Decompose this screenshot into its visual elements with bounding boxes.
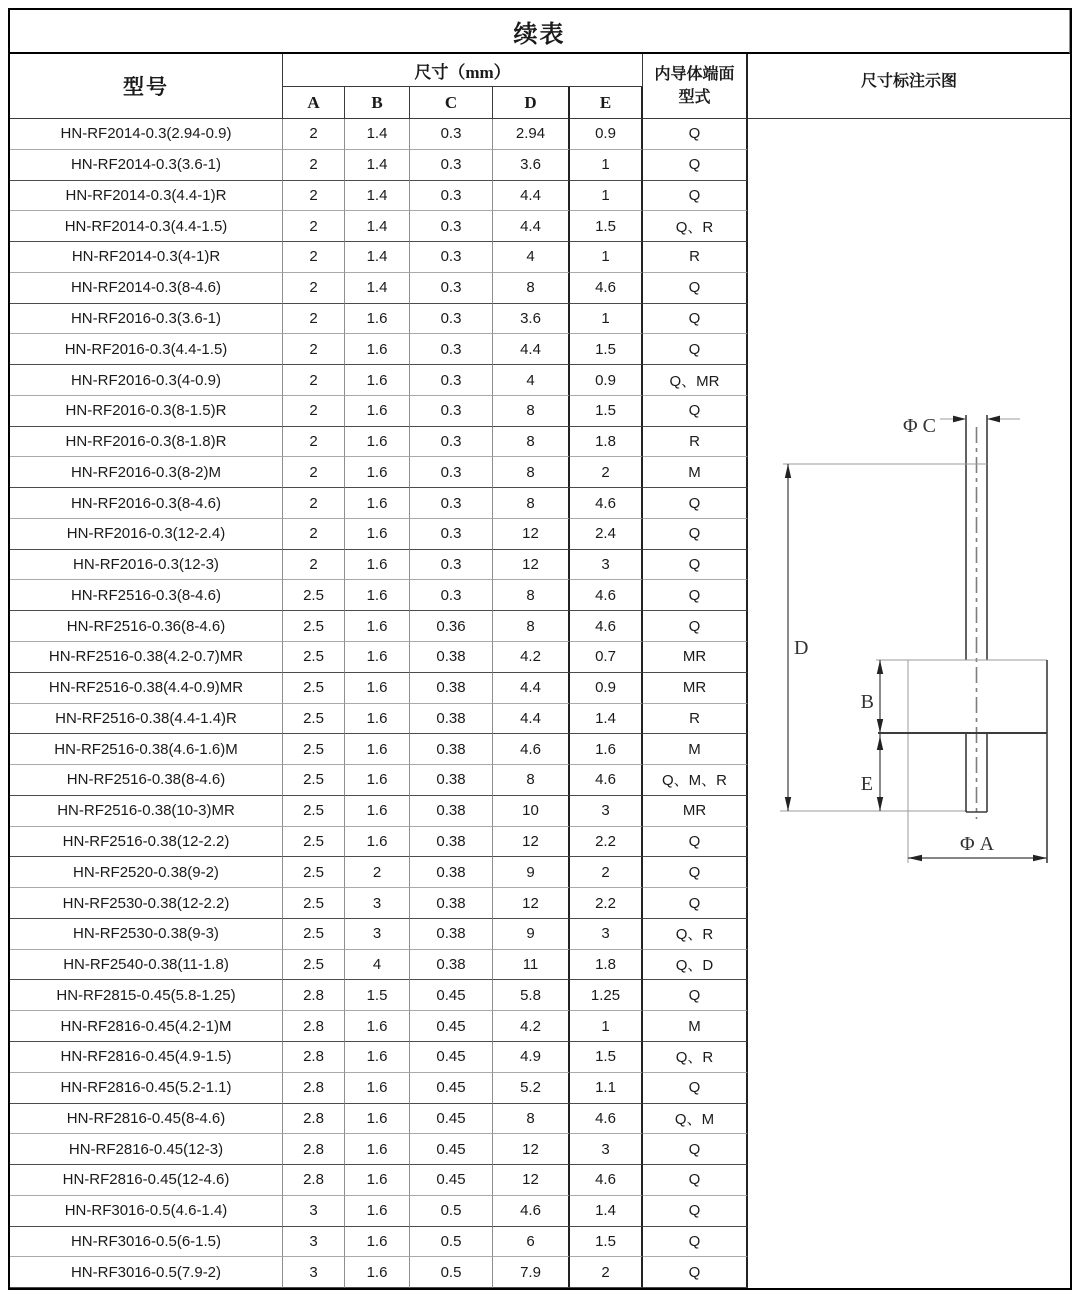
dim-c-cell: 0.3 (410, 457, 493, 488)
model-cell: HN-RF2016-0.3(4.4-1.5) (10, 334, 283, 365)
type-cell: Q (643, 304, 748, 335)
type-cell: Q (643, 396, 748, 427)
dim-e-cell: 1.1 (570, 1073, 643, 1104)
dim-c-cell: 0.3 (410, 519, 493, 550)
type-cell: Q (643, 334, 748, 365)
dim-d-cell: 8 (493, 273, 570, 304)
dim-c-cell: 0.45 (410, 1165, 493, 1196)
model-cell: HN-RF2016-0.3(12-3) (10, 550, 283, 581)
dim-b-cell: 1.6 (345, 488, 410, 519)
dim-a-cell: 2.5 (283, 734, 345, 765)
dim-b-cell: 1.6 (345, 1227, 410, 1258)
type-cell: Q (643, 1196, 748, 1227)
type-cell: Q (643, 181, 748, 212)
type-cell: Q (643, 1165, 748, 1196)
model-cell: HN-RF2816-0.45(4.2-1)M (10, 1011, 283, 1042)
dim-d-cell: 12 (493, 827, 570, 858)
dim-c-cell: 0.38 (410, 704, 493, 735)
dim-d-cell: 8 (493, 427, 570, 458)
dim-b-cell: 1.6 (345, 396, 410, 427)
model-cell: HN-RF2816-0.45(4.9-1.5) (10, 1042, 283, 1073)
dim-d-cell: 5.8 (493, 980, 570, 1011)
type-cell: Q (643, 1134, 748, 1165)
model-cell: HN-RF2016-0.3(8-1.8)R (10, 427, 283, 458)
column-header-type-line1: 内导体端面 (654, 65, 735, 83)
type-cell: R (643, 704, 748, 735)
type-cell: Q (643, 488, 748, 519)
dim-a-cell: 3 (283, 1196, 345, 1227)
dim-a-cell: 2 (283, 427, 345, 458)
dim-b-cell: 1.4 (345, 273, 410, 304)
dim-a-cell: 2.5 (283, 827, 345, 858)
dim-c-cell: 0.3 (410, 304, 493, 335)
dim-c-cell: 0.45 (410, 1042, 493, 1073)
type-cell: Q、R (643, 919, 748, 950)
model-cell: HN-RF2516-0.38(12-2.2) (10, 827, 283, 858)
dim-e-cell: 4.6 (570, 273, 643, 304)
dim-b-cell: 1.6 (345, 550, 410, 581)
model-cell: HN-RF2516-0.38(4.6-1.6)M (10, 734, 283, 765)
model-cell: HN-RF2014-0.3(3.6-1) (10, 150, 283, 181)
dim-e-cell: 1.25 (570, 980, 643, 1011)
dim-b-cell: 1.6 (345, 704, 410, 735)
dim-c-cell: 0.45 (410, 1073, 493, 1104)
column-header-type-line2: 型式 (678, 89, 711, 106)
dim-e-cell: 0.9 (570, 365, 643, 396)
dim-c-cell: 0.38 (410, 827, 493, 858)
dim-b-cell: 1.6 (345, 457, 410, 488)
dim-b-cell: 1.6 (345, 304, 410, 335)
dim-c-cell: 0.45 (410, 980, 493, 1011)
spec-table (8, 8, 1072, 1290)
dim-c-cell: 0.3 (410, 580, 493, 611)
dim-b-cell: 1.6 (345, 642, 410, 673)
dim-e-cell: 1.8 (570, 950, 643, 981)
dim-c-cell: 0.3 (410, 488, 493, 519)
dim-e-cell: 1.5 (570, 1227, 643, 1258)
dim-c-cell: 0.38 (410, 950, 493, 981)
column-header-c: C (410, 87, 493, 119)
model-cell: HN-RF3016-0.5(4.6-1.4) (10, 1196, 283, 1227)
dim-a-cell: 2.5 (283, 673, 345, 704)
model-cell: HN-RF2016-0.3(8-1.5)R (10, 396, 283, 427)
model-cell: HN-RF2516-0.36(8-4.6) (10, 611, 283, 642)
dim-c-cell: 0.38 (410, 796, 493, 827)
column-header-diagram: 尺寸标注示图 (748, 54, 1070, 119)
dim-c-cell: 0.3 (410, 365, 493, 396)
dim-d-cell: 5.2 (493, 1073, 570, 1104)
type-cell: Q (643, 119, 748, 150)
type-cell: Q (643, 150, 748, 181)
type-cell: Q (643, 888, 748, 919)
model-cell: HN-RF2516-0.3(8-4.6) (10, 580, 283, 611)
type-cell: Q (643, 1227, 748, 1258)
dim-c-cell: 0.38 (410, 919, 493, 950)
dim-a-cell: 2.5 (283, 580, 345, 611)
model-cell: HN-RF3016-0.5(7.9-2) (10, 1257, 283, 1288)
model-cell: HN-RF2014-0.3(4-1)R (10, 242, 283, 273)
model-cell: HN-RF2016-0.3(8-4.6) (10, 488, 283, 519)
model-cell: HN-RF2516-0.38(10-3)MR (10, 796, 283, 827)
dim-d-cell: 4.2 (493, 1011, 570, 1042)
dim-a-cell: 2 (283, 519, 345, 550)
dim-e-cell: 4.6 (570, 580, 643, 611)
dim-c-cell: 0.3 (410, 181, 493, 212)
model-cell: HN-RF2014-0.3(4.4-1)R (10, 181, 283, 212)
dim-e-cell: 2.2 (570, 888, 643, 919)
dim-b (861, 660, 884, 733)
type-cell: M (643, 457, 748, 488)
dim-b-cell: 1.6 (345, 365, 410, 396)
dim-a-cell: 2 (283, 181, 345, 212)
dim-e-cell: 2 (570, 857, 643, 888)
dim-d-cell: 4.6 (493, 1196, 570, 1227)
dim-b-cell: 1.6 (345, 427, 410, 458)
e-label: E (860, 773, 873, 795)
dim-b-cell: 1.6 (345, 796, 410, 827)
dim-a-cell: 2.8 (283, 1011, 345, 1042)
dim-d-cell: 4.6 (493, 734, 570, 765)
dim-e-cell: 3 (570, 919, 643, 950)
dim-e-cell: 4.6 (570, 1104, 643, 1135)
model-cell: HN-RF2016-0.3(12-2.4) (10, 519, 283, 550)
column-header-a: A (283, 87, 345, 119)
dim-e-cell: 1 (570, 181, 643, 212)
dim-e-cell: 4.6 (570, 611, 643, 642)
dim-e-cell: 2.4 (570, 519, 643, 550)
type-cell: Q、M (643, 1104, 748, 1135)
dim-d-cell: 7.9 (493, 1257, 570, 1288)
dim-a-cell: 2 (283, 211, 345, 242)
model-cell: HN-RF2530-0.38(12-2.2) (10, 888, 283, 919)
dim-e-cell: 3 (570, 796, 643, 827)
model-cell: HN-RF2520-0.38(9-2) (10, 857, 283, 888)
model-cell: HN-RF2016-0.3(3.6-1) (10, 304, 283, 335)
dim-d-cell: 4.4 (493, 673, 570, 704)
type-cell: Q (643, 550, 748, 581)
type-cell: Q (643, 1073, 748, 1104)
dim-e-cell: 1.6 (570, 734, 643, 765)
dim-d-cell: 9 (493, 857, 570, 888)
dim-c-cell: 0.3 (410, 119, 493, 150)
model-cell: HN-RF2014-0.3(8-4.6) (10, 273, 283, 304)
column-header-e: E (570, 87, 643, 119)
dim-c-cell: 0.5 (410, 1257, 493, 1288)
dim-d-cell: 12 (493, 888, 570, 919)
dim-d-cell: 11 (493, 950, 570, 981)
dim-b-cell: 3 (345, 919, 410, 950)
type-cell: Q (643, 580, 748, 611)
dim-a-cell: 2 (283, 488, 345, 519)
dim-b-cell: 1.4 (345, 150, 410, 181)
type-cell: Q (643, 980, 748, 1011)
dim-e-cell: 1.5 (570, 334, 643, 365)
dim-e-cell: 0.9 (570, 673, 643, 704)
dim-d-cell: 4 (493, 365, 570, 396)
dim-d-cell: 3.6 (493, 304, 570, 335)
type-cell: Q、R (643, 1042, 748, 1073)
dim-d-cell: 4.2 (493, 642, 570, 673)
dim-d-cell: 12 (493, 1165, 570, 1196)
type-cell: Q (643, 611, 748, 642)
dim-e (861, 733, 883, 811)
dim-e-cell: 0.7 (570, 642, 643, 673)
dim-phi-c (903, 415, 1020, 437)
dim-b-cell: 1.6 (345, 1257, 410, 1288)
type-cell: R (643, 242, 748, 273)
dim-b-cell: 1.5 (345, 980, 410, 1011)
dim-c-cell: 0.38 (410, 857, 493, 888)
dim-d-cell: 4 (493, 242, 570, 273)
dim-b-cell: 4 (345, 950, 410, 981)
dim-a-cell: 2 (283, 334, 345, 365)
dim-c-cell: 0.38 (410, 888, 493, 919)
column-header-type (643, 54, 748, 119)
dim-phi-a (908, 833, 1047, 861)
dim-c-cell: 0.5 (410, 1196, 493, 1227)
type-cell: MR (643, 796, 748, 827)
dim-d-cell: 6 (493, 1227, 570, 1258)
dim-d-cell: 12 (493, 550, 570, 581)
model-cell: HN-RF2016-0.3(4-0.9) (10, 365, 283, 396)
dimension-diagram (748, 119, 1072, 1290)
dim-a-cell: 2 (283, 304, 345, 335)
dim-a-cell: 2.5 (283, 796, 345, 827)
dim-b-cell: 1.6 (345, 1104, 410, 1135)
dim-b-cell: 1.6 (345, 611, 410, 642)
dim-a-cell: 2 (283, 119, 345, 150)
column-header-b: B (345, 87, 410, 119)
dim-c-cell: 0.45 (410, 1011, 493, 1042)
dim-e-cell: 4.6 (570, 765, 643, 796)
column-header-size-group: 尺寸（mm） (283, 54, 643, 87)
dim-e-cell: 1.5 (570, 396, 643, 427)
dim-a-cell: 2 (283, 365, 345, 396)
dim-b-cell: 1.6 (345, 673, 410, 704)
model-cell: HN-RF2516-0.38(4.4-0.9)MR (10, 673, 283, 704)
dim-e-cell: 1 (570, 304, 643, 335)
dim-b-cell: 1.6 (345, 1042, 410, 1073)
dim-c-cell: 0.3 (410, 396, 493, 427)
dim-e-cell: 2 (570, 1257, 643, 1288)
type-cell: R (643, 427, 748, 458)
dim-d-cell: 8 (493, 580, 570, 611)
type-cell: Q (643, 1257, 748, 1288)
column-header-model: 型号 (10, 54, 283, 119)
dim-b-cell: 1.6 (345, 1134, 410, 1165)
type-cell: Q、MR (643, 365, 748, 396)
dim-e-cell: 1.5 (570, 1042, 643, 1073)
type-cell: Q (643, 857, 748, 888)
dim-d-cell: 3.6 (493, 150, 570, 181)
model-cell: HN-RF2815-0.45(5.8-1.25) (10, 980, 283, 1011)
column-header-d: D (493, 87, 570, 119)
dim-c-cell: 0.38 (410, 642, 493, 673)
dim-c-cell: 0.3 (410, 273, 493, 304)
dim-d-cell: 8 (493, 488, 570, 519)
dim-c-cell: 0.38 (410, 765, 493, 796)
dim-c-cell: 0.3 (410, 242, 493, 273)
model-cell: HN-RF2530-0.38(9-3) (10, 919, 283, 950)
dim-d-cell: 8 (493, 765, 570, 796)
dim-b-cell: 1.6 (345, 734, 410, 765)
type-cell: Q、R (643, 211, 748, 242)
model-cell: HN-RF2014-0.3(4.4-1.5) (10, 211, 283, 242)
dim-c-cell: 0.45 (410, 1134, 493, 1165)
dim-b-cell: 1.6 (345, 580, 410, 611)
dim-b-cell: 1.6 (345, 1165, 410, 1196)
dim-a-cell: 2.8 (283, 980, 345, 1011)
type-cell: Q (643, 827, 748, 858)
dim-b-cell: 1.6 (345, 1073, 410, 1104)
dim-e-cell: 2.2 (570, 827, 643, 858)
dim-b-cell: 1.6 (345, 334, 410, 365)
dim-a-cell: 2.8 (283, 1042, 345, 1073)
phi-a-label: Φ A (959, 833, 995, 855)
dim-e-cell: 1 (570, 1011, 643, 1042)
dim-a-cell: 2.5 (283, 857, 345, 888)
dim-c-cell: 0.3 (410, 550, 493, 581)
model-cell: HN-RF3016-0.5(6-1.5) (10, 1227, 283, 1258)
dim-e-cell: 4.6 (570, 1165, 643, 1196)
dim-c-cell: 0.36 (410, 611, 493, 642)
dim-a-cell: 2.5 (283, 888, 345, 919)
dim-d-cell: 4.4 (493, 181, 570, 212)
model-cell: HN-RF2516-0.38(4.4-1.4)R (10, 704, 283, 735)
dim-a-cell: 2.5 (283, 919, 345, 950)
dim-a-cell: 2 (283, 273, 345, 304)
dim-a-cell: 2.5 (283, 704, 345, 735)
dim-a-cell: 3 (283, 1227, 345, 1258)
model-cell: HN-RF2816-0.45(8-4.6) (10, 1104, 283, 1135)
model-cell: HN-RF2516-0.38(4.2-0.7)MR (10, 642, 283, 673)
dim-e-cell: 1 (570, 150, 643, 181)
phi-c-label: Φ C (903, 415, 936, 437)
type-cell: Q、D (643, 950, 748, 981)
dim-b-cell: 1.6 (345, 827, 410, 858)
dim-c-cell: 0.38 (410, 734, 493, 765)
type-cell: Q (643, 273, 748, 304)
dim-d-cell: 8 (493, 396, 570, 427)
type-cell: M (643, 734, 748, 765)
dim-e-cell: 3 (570, 1134, 643, 1165)
dim-e-cell: 1.8 (570, 427, 643, 458)
dim-c-cell: 0.5 (410, 1227, 493, 1258)
dim-d-cell: 9 (493, 919, 570, 950)
dim-c-cell: 0.3 (410, 211, 493, 242)
model-cell: HN-RF2816-0.45(12-4.6) (10, 1165, 283, 1196)
dim-a-cell: 2 (283, 550, 345, 581)
dim-e-cell: 0.9 (570, 119, 643, 150)
model-cell: HN-RF2816-0.45(5.2-1.1) (10, 1073, 283, 1104)
dim-a-cell: 2.5 (283, 950, 345, 981)
dim-b-cell: 1.4 (345, 181, 410, 212)
dim-d-cell: 4.4 (493, 334, 570, 365)
dim-b-cell: 1.6 (345, 1196, 410, 1227)
dim-a-cell: 2 (283, 150, 345, 181)
table-title: 续表 (10, 10, 1070, 54)
dim-a-cell: 2 (283, 457, 345, 488)
dim-a-cell: 2 (283, 396, 345, 427)
dim-d-cell: 4.9 (493, 1042, 570, 1073)
dim-a-cell: 2 (283, 242, 345, 273)
type-cell: M (643, 1011, 748, 1042)
dim-a-cell: 2.8 (283, 1073, 345, 1104)
dim-e-cell: 1 (570, 242, 643, 273)
dim-e-cell: 2 (570, 457, 643, 488)
dim-e-cell: 1.5 (570, 211, 643, 242)
dim-d-cell: 8 (493, 611, 570, 642)
dim-b-cell: 1.6 (345, 1011, 410, 1042)
dim-d (780, 464, 987, 811)
dim-a-cell: 2.8 (283, 1104, 345, 1135)
dim-c-cell: 0.3 (410, 427, 493, 458)
type-cell: MR (643, 642, 748, 673)
dim-b-cell: 1.6 (345, 765, 410, 796)
model-cell: HN-RF2516-0.38(8-4.6) (10, 765, 283, 796)
dim-b-cell: 1.4 (345, 211, 410, 242)
type-cell: Q、M、R (643, 765, 748, 796)
dim-d-cell: 2.94 (493, 119, 570, 150)
dim-b-cell: 1.4 (345, 119, 410, 150)
dim-d-cell: 10 (493, 796, 570, 827)
dim-d-cell: 4.4 (493, 704, 570, 735)
dim-d-cell: 12 (493, 519, 570, 550)
model-cell: HN-RF2016-0.3(8-2)M (10, 457, 283, 488)
model-cell: HN-RF2816-0.45(12-3) (10, 1134, 283, 1165)
dim-c-cell: 0.45 (410, 1104, 493, 1135)
dim-d-cell: 8 (493, 457, 570, 488)
dim-b-cell: 1.4 (345, 242, 410, 273)
dim-a-cell: 3 (283, 1257, 345, 1288)
dim-e-cell: 1.4 (570, 1196, 643, 1227)
model-cell: HN-RF2540-0.38(11-1.8) (10, 950, 283, 981)
dim-a-cell: 2.8 (283, 1165, 345, 1196)
dim-a-cell: 2.5 (283, 642, 345, 673)
dim-c-cell: 0.3 (410, 150, 493, 181)
dimension-diagram-cell (748, 119, 1070, 1288)
dim-b-cell: 1.6 (345, 519, 410, 550)
dim-e-cell: 3 (570, 550, 643, 581)
dim-a-cell: 2.5 (283, 765, 345, 796)
type-cell: MR (643, 673, 748, 704)
dim-c-cell: 0.3 (410, 334, 493, 365)
d-label: D (794, 637, 809, 659)
dim-e-cell: 4.6 (570, 488, 643, 519)
b-label: B (860, 691, 874, 713)
dim-e-cell: 1.4 (570, 704, 643, 735)
dim-b-cell: 2 (345, 857, 410, 888)
dim-c-cell: 0.38 (410, 673, 493, 704)
dim-d-cell: 4.4 (493, 211, 570, 242)
dim-d-cell: 12 (493, 1134, 570, 1165)
dim-a-cell: 2.8 (283, 1134, 345, 1165)
dim-a-cell: 2.5 (283, 611, 345, 642)
dim-b-cell: 3 (345, 888, 410, 919)
model-cell: HN-RF2014-0.3(2.94-0.9) (10, 119, 283, 150)
dim-d-cell: 8 (493, 1104, 570, 1135)
type-cell: Q (643, 519, 748, 550)
